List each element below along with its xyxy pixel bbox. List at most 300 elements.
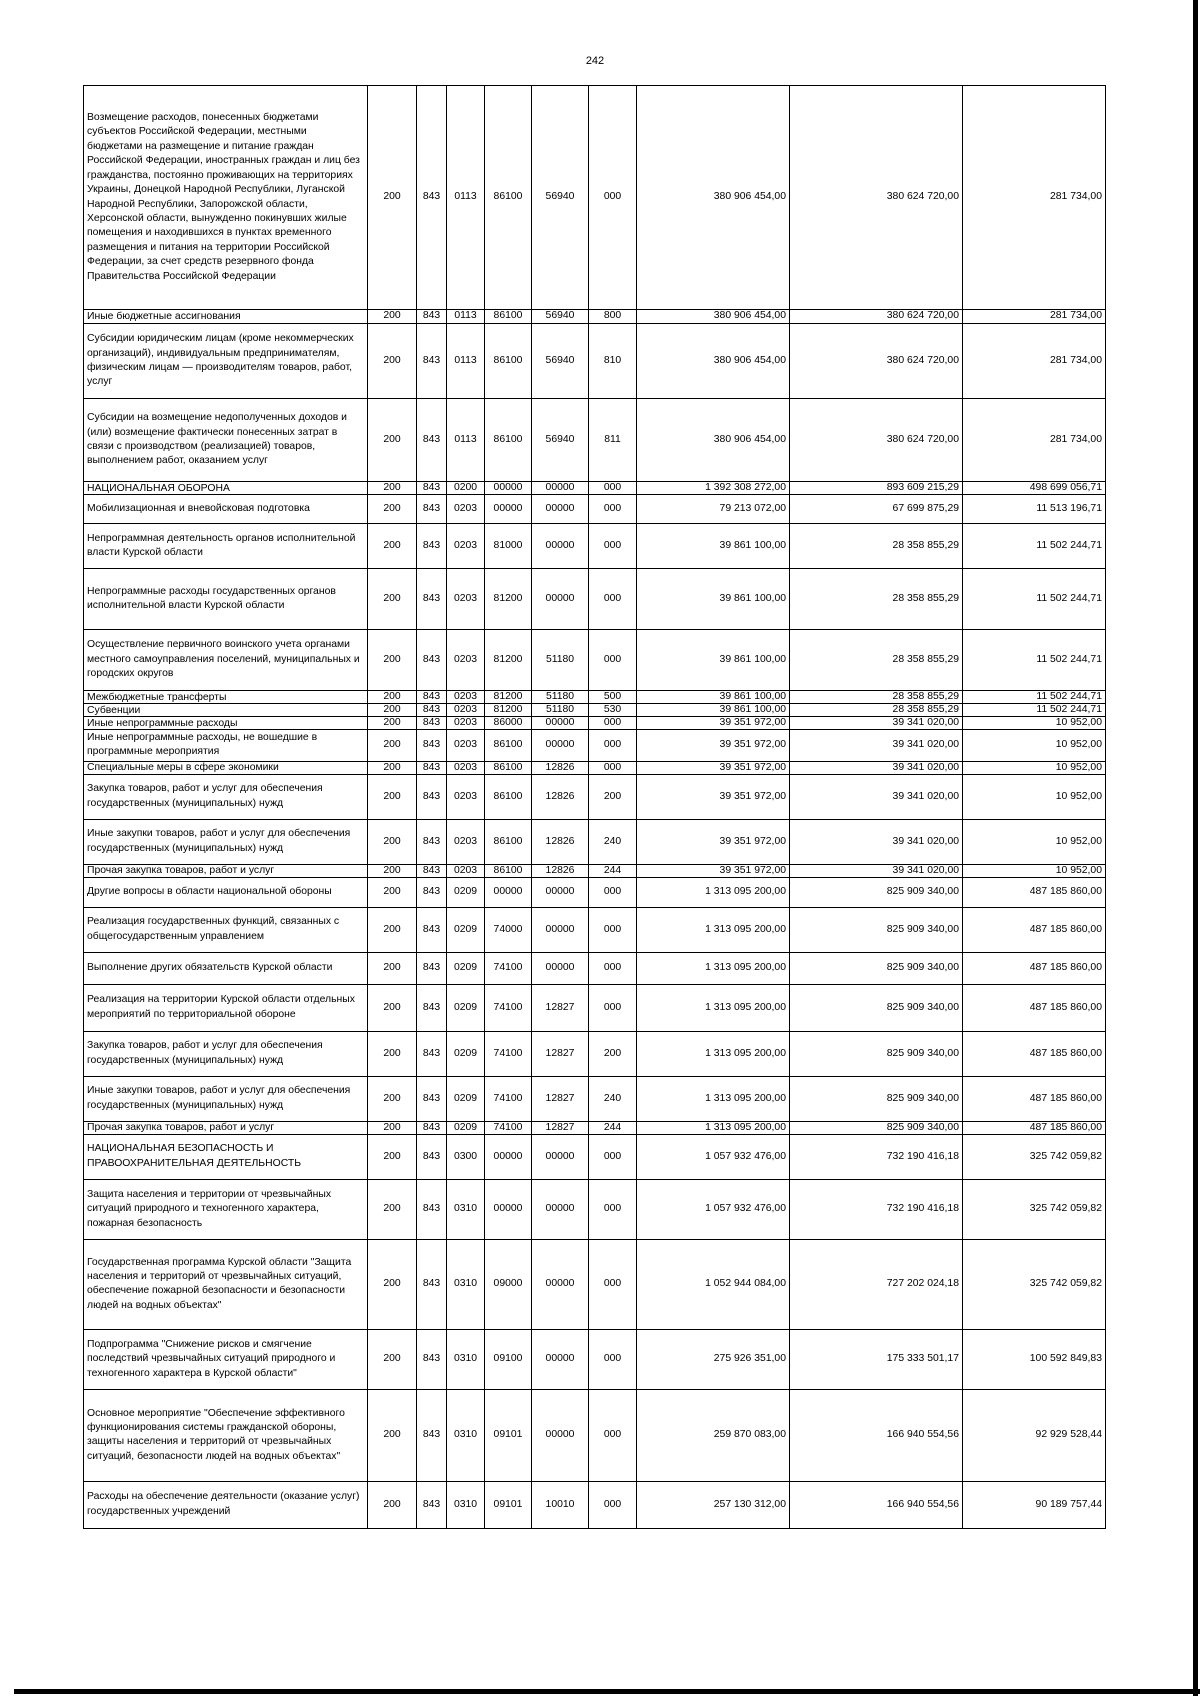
section-code-cell: 0203 (447, 569, 485, 630)
section-code-cell: 0203 (447, 495, 485, 524)
section-code-cell: 0203 (447, 819, 485, 864)
remaining-amount-cell: 281 734,00 (963, 399, 1106, 482)
remaining-amount-cell: 10 952,00 (963, 774, 1106, 819)
planned-amount-cell: 39 861 100,00 (637, 691, 790, 704)
department-code-cell: 843 (417, 704, 447, 717)
executed-amount-cell: 67 699 875,29 (790, 495, 963, 524)
remaining-amount-cell: 11 502 244,71 (963, 524, 1106, 569)
planned-amount-cell: 1 313 095 200,00 (637, 1076, 790, 1121)
executed-amount-cell: 28 358 855,29 (790, 630, 963, 691)
expense-type-cell: 000 (589, 730, 637, 762)
program-code-cell: 74100 (485, 1076, 532, 1121)
executed-amount-cell: 825 909 340,00 (790, 1121, 963, 1134)
table-row (84, 310, 1106, 324)
section-code-cell: 0310 (447, 1329, 485, 1389)
table-row (84, 524, 1106, 569)
row-name-cell: Основное мероприятие "Обеспечение эффективного функционирования системы гражданской обороны, защиты населения и территорий от чрезвычайных ситуаций, безопасности людей на водных объектах" (84, 1389, 368, 1481)
table-row (84, 399, 1106, 482)
program-code-cell: 86100 (485, 399, 532, 482)
remaining-amount-cell: 325 742 059,82 (963, 1239, 1106, 1329)
department-code-cell: 843 (417, 819, 447, 864)
department-code-cell: 843 (417, 864, 447, 877)
table-row (84, 495, 1106, 524)
table-row (84, 1481, 1106, 1528)
remaining-amount-cell: 498 699 056,71 (963, 482, 1106, 495)
direction-code-cell: 00000 (532, 1239, 589, 1329)
direction-code-cell: 00000 (532, 1134, 589, 1179)
ministry-code-cell: 200 (368, 704, 417, 717)
direction-code-cell: 51180 (532, 691, 589, 704)
direction-code-cell: 12827 (532, 1121, 589, 1134)
section-code-cell: 0113 (447, 399, 485, 482)
expense-type-cell: 000 (589, 1239, 637, 1329)
remaining-amount-cell: 281 734,00 (963, 324, 1106, 399)
direction-code-cell: 00000 (532, 482, 589, 495)
ministry-code-cell: 200 (368, 952, 417, 984)
ministry-code-cell: 200 (368, 1121, 417, 1134)
executed-amount-cell: 39 341 020,00 (790, 819, 963, 864)
row-name-cell: Мобилизационная и вневойсковая подготовка (84, 495, 368, 524)
expense-type-cell: 244 (589, 864, 637, 877)
expense-type-cell: 200 (589, 1031, 637, 1076)
table-row (84, 952, 1106, 984)
section-code-cell: 0113 (447, 324, 485, 399)
page-edge-bottom (14, 1689, 1200, 1694)
direction-code-cell: 12826 (532, 819, 589, 864)
direction-code-cell: 12827 (532, 1076, 589, 1121)
executed-amount-cell: 39 341 020,00 (790, 730, 963, 762)
department-code-cell: 843 (417, 1481, 447, 1528)
row-name-cell: Непрограммные расходы государственных органов исполнительной власти Курской области (84, 569, 368, 630)
ministry-code-cell: 200 (368, 877, 417, 907)
expense-type-cell: 000 (589, 482, 637, 495)
section-code-cell: 0203 (447, 524, 485, 569)
expense-type-cell: 000 (589, 1329, 637, 1389)
row-name-cell: Защита населения и территории от чрезвычайных ситуаций природного и техногенного характера, пожарная безопасность (84, 1179, 368, 1239)
department-code-cell: 843 (417, 399, 447, 482)
planned-amount-cell: 39 351 972,00 (637, 864, 790, 877)
department-code-cell: 843 (417, 324, 447, 399)
executed-amount-cell: 825 909 340,00 (790, 984, 963, 1031)
expense-type-cell: 000 (589, 1179, 637, 1239)
executed-amount-cell: 28 358 855,29 (790, 691, 963, 704)
direction-code-cell: 00000 (532, 1329, 589, 1389)
department-code-cell: 843 (417, 630, 447, 691)
section-code-cell: 0203 (447, 761, 485, 774)
executed-amount-cell: 166 940 554,56 (790, 1481, 963, 1528)
planned-amount-cell: 39 351 972,00 (637, 774, 790, 819)
section-code-cell: 0203 (447, 691, 485, 704)
row-name-cell: Возмещение расходов, понесенных бюджетами субъектов Российской Федерации, местными бюджетами на размещение и питание граждан Российской Федерации, иностранных граждан и лиц без гражданства, постоянно проживающих на территориях Украины, Донецкой Народной Республики, Луганской Народной Республики, Запорожской области, Херсонской области, вынужденно покинувших жилые помещения и находившихся в пунктах временного размещения и питания на территории Российской Федерации, за счет средств резервного фонда Правительства Российской Федерации (84, 86, 368, 310)
row-name-cell: Подпрограмма "Снижение рисков и смягчение последствий чрезвычайных ситуаций природного и техногенного характера в Курской области" (84, 1329, 368, 1389)
direction-code-cell: 56940 (532, 399, 589, 482)
planned-amount-cell: 380 906 454,00 (637, 399, 790, 482)
remaining-amount-cell: 487 185 860,00 (963, 877, 1106, 907)
row-name-cell: Прочая закупка товаров, работ и услуг (84, 1121, 368, 1134)
section-code-cell: 0203 (447, 864, 485, 877)
table-row (84, 761, 1106, 774)
department-code-cell: 843 (417, 569, 447, 630)
program-code-cell: 00000 (485, 482, 532, 495)
expense-type-cell: 000 (589, 1481, 637, 1528)
direction-code-cell: 00000 (532, 524, 589, 569)
table-row (84, 1076, 1106, 1121)
planned-amount-cell: 39 861 100,00 (637, 630, 790, 691)
department-code-cell: 843 (417, 1076, 447, 1121)
program-code-cell: 86100 (485, 864, 532, 877)
direction-code-cell: 51180 (532, 704, 589, 717)
section-code-cell: 0209 (447, 877, 485, 907)
ministry-code-cell: 200 (368, 761, 417, 774)
expense-type-cell: 800 (589, 310, 637, 324)
remaining-amount-cell: 10 952,00 (963, 717, 1106, 730)
department-code-cell: 843 (417, 524, 447, 569)
remaining-amount-cell: 281 734,00 (963, 310, 1106, 324)
department-code-cell: 843 (417, 877, 447, 907)
program-code-cell: 86100 (485, 86, 532, 310)
remaining-amount-cell: 487 185 860,00 (963, 1121, 1106, 1134)
remaining-amount-cell: 10 952,00 (963, 730, 1106, 762)
ministry-code-cell: 200 (368, 717, 417, 730)
section-code-cell: 0209 (447, 907, 485, 952)
direction-code-cell: 00000 (532, 907, 589, 952)
remaining-amount-cell: 11 502 244,71 (963, 569, 1106, 630)
planned-amount-cell: 79 213 072,00 (637, 495, 790, 524)
planned-amount-cell: 39 861 100,00 (637, 524, 790, 569)
department-code-cell: 843 (417, 482, 447, 495)
section-code-cell: 0203 (447, 704, 485, 717)
row-name-cell: Реализация на территории Курской области отдельных мероприятий по территориальной обороне (84, 984, 368, 1031)
expense-type-cell: 000 (589, 569, 637, 630)
ministry-code-cell: 200 (368, 1239, 417, 1329)
section-code-cell: 0310 (447, 1481, 485, 1528)
planned-amount-cell: 1 057 932 476,00 (637, 1179, 790, 1239)
executed-amount-cell: 380 624 720,00 (790, 324, 963, 399)
ministry-code-cell: 200 (368, 482, 417, 495)
expense-type-cell: 200 (589, 774, 637, 819)
department-code-cell: 843 (417, 984, 447, 1031)
program-code-cell: 81200 (485, 569, 532, 630)
row-name-cell: Другие вопросы в области национальной обороны (84, 877, 368, 907)
department-code-cell: 843 (417, 1179, 447, 1239)
program-code-cell: 86100 (485, 730, 532, 762)
table-row (84, 704, 1106, 717)
remaining-amount-cell: 11 502 244,71 (963, 691, 1106, 704)
expense-type-cell: 000 (589, 952, 637, 984)
planned-amount-cell: 39 861 100,00 (637, 569, 790, 630)
section-code-cell: 0203 (447, 774, 485, 819)
section-code-cell: 0113 (447, 86, 485, 310)
executed-amount-cell: 39 341 020,00 (790, 864, 963, 877)
direction-code-cell: 12826 (532, 864, 589, 877)
expense-type-cell: 000 (589, 1134, 637, 1179)
ministry-code-cell: 200 (368, 524, 417, 569)
row-name-cell: Иные бюджетные ассигнования (84, 310, 368, 324)
program-code-cell: 09000 (485, 1239, 532, 1329)
executed-amount-cell: 28 358 855,29 (790, 569, 963, 630)
table-row (84, 907, 1106, 952)
remaining-amount-cell: 325 742 059,82 (963, 1179, 1106, 1239)
department-code-cell: 843 (417, 1239, 447, 1329)
planned-amount-cell: 275 926 351,00 (637, 1329, 790, 1389)
section-code-cell: 0209 (447, 1076, 485, 1121)
expense-type-cell: 000 (589, 495, 637, 524)
ministry-code-cell: 200 (368, 864, 417, 877)
department-code-cell: 843 (417, 717, 447, 730)
ministry-code-cell: 200 (368, 399, 417, 482)
remaining-amount-cell: 11 502 244,71 (963, 630, 1106, 691)
direction-code-cell: 51180 (532, 630, 589, 691)
executed-amount-cell: 825 909 340,00 (790, 1076, 963, 1121)
department-code-cell: 843 (417, 1121, 447, 1134)
remaining-amount-cell: 487 185 860,00 (963, 1076, 1106, 1121)
executed-amount-cell: 380 624 720,00 (790, 310, 963, 324)
department-code-cell: 843 (417, 730, 447, 762)
table-row (84, 774, 1106, 819)
direction-code-cell: 00000 (532, 1389, 589, 1481)
table-row (84, 482, 1106, 495)
program-code-cell: 81000 (485, 524, 532, 569)
ministry-code-cell: 200 (368, 310, 417, 324)
expense-type-cell: 000 (589, 717, 637, 730)
planned-amount-cell: 1 313 095 200,00 (637, 1121, 790, 1134)
remaining-amount-cell: 92 929 528,44 (963, 1389, 1106, 1481)
program-code-cell: 86100 (485, 310, 532, 324)
expense-type-cell: 240 (589, 1076, 637, 1121)
row-name-cell: Межбюджетные трансферты (84, 691, 368, 704)
planned-amount-cell: 1 313 095 200,00 (637, 984, 790, 1031)
ministry-code-cell: 200 (368, 1031, 417, 1076)
direction-code-cell: 00000 (532, 569, 589, 630)
expense-type-cell: 000 (589, 86, 637, 310)
section-code-cell: 0113 (447, 310, 485, 324)
ministry-code-cell: 200 (368, 1389, 417, 1481)
table-row (84, 86, 1106, 310)
row-name-cell: Закупка товаров, работ и услуг для обеспечения государственных (муниципальных) нужд (84, 774, 368, 819)
remaining-amount-cell: 10 952,00 (963, 761, 1106, 774)
section-code-cell: 0209 (447, 984, 485, 1031)
program-code-cell: 86100 (485, 819, 532, 864)
row-name-cell: Закупка товаров, работ и услуг для обеспечения государственных (муниципальных) нужд (84, 1031, 368, 1076)
executed-amount-cell: 175 333 501,17 (790, 1329, 963, 1389)
direction-code-cell: 56940 (532, 310, 589, 324)
executed-amount-cell: 380 624 720,00 (790, 86, 963, 310)
table-row (84, 819, 1106, 864)
department-code-cell: 843 (417, 907, 447, 952)
row-name-cell: Государственная программа Курской области "Защита населения и территорий от чрезвычайных ситуаций, обеспечение пожарной безопасности и безопасности людей на водных объектах" (84, 1239, 368, 1329)
ministry-code-cell: 200 (368, 1329, 417, 1389)
expense-type-cell: 240 (589, 819, 637, 864)
executed-amount-cell: 39 341 020,00 (790, 717, 963, 730)
direction-code-cell: 12826 (532, 761, 589, 774)
executed-amount-cell: 166 940 554,56 (790, 1389, 963, 1481)
executed-amount-cell: 28 358 855,29 (790, 704, 963, 717)
expense-type-cell: 000 (589, 1389, 637, 1481)
program-code-cell: 00000 (485, 495, 532, 524)
executed-amount-cell: 727 202 024,18 (790, 1239, 963, 1329)
direction-code-cell: 00000 (532, 1179, 589, 1239)
direction-code-cell: 56940 (532, 324, 589, 399)
program-code-cell: 74100 (485, 1031, 532, 1076)
row-name-cell: Реализация государственных функций, связанных с общегосударственным управлением (84, 907, 368, 952)
department-code-cell: 843 (417, 1389, 447, 1481)
expense-type-cell: 000 (589, 907, 637, 952)
planned-amount-cell: 39 351 972,00 (637, 717, 790, 730)
program-code-cell: 09100 (485, 1329, 532, 1389)
program-code-cell: 74100 (485, 984, 532, 1031)
remaining-amount-cell: 11 513 196,71 (963, 495, 1106, 524)
direction-code-cell: 12827 (532, 1031, 589, 1076)
expense-type-cell: 000 (589, 630, 637, 691)
section-code-cell: 0310 (447, 1179, 485, 1239)
planned-amount-cell: 1 052 944 084,00 (637, 1239, 790, 1329)
section-code-cell: 0203 (447, 730, 485, 762)
program-code-cell: 09101 (485, 1389, 532, 1481)
remaining-amount-cell: 100 592 849,83 (963, 1329, 1106, 1389)
planned-amount-cell: 380 906 454,00 (637, 310, 790, 324)
program-code-cell: 86100 (485, 324, 532, 399)
remaining-amount-cell: 325 742 059,82 (963, 1134, 1106, 1179)
department-code-cell: 843 (417, 691, 447, 704)
expense-type-cell: 000 (589, 877, 637, 907)
table-row (84, 1239, 1106, 1329)
executed-amount-cell: 825 909 340,00 (790, 952, 963, 984)
remaining-amount-cell: 487 185 860,00 (963, 1031, 1106, 1076)
executed-amount-cell: 732 190 416,18 (790, 1179, 963, 1239)
table-row (84, 877, 1106, 907)
expense-type-cell: 000 (589, 524, 637, 569)
ministry-code-cell: 200 (368, 569, 417, 630)
page-number: 242 (585, 55, 605, 67)
table-body (84, 86, 1106, 1529)
expense-type-cell: 810 (589, 324, 637, 399)
ministry-code-cell: 200 (368, 774, 417, 819)
program-code-cell: 00000 (485, 877, 532, 907)
ministry-code-cell: 200 (368, 86, 417, 310)
section-code-cell: 0200 (447, 482, 485, 495)
department-code-cell: 843 (417, 310, 447, 324)
row-name-cell: Субсидии юридическим лицам (кроме некоммерческих организаций), индивидуальным предпринимателям, физическим лицам — производителям товаров, работ, услуг (84, 324, 368, 399)
program-code-cell: 09101 (485, 1481, 532, 1528)
planned-amount-cell: 380 906 454,00 (637, 324, 790, 399)
direction-code-cell: 00000 (532, 877, 589, 907)
budget-table (83, 85, 1106, 1529)
row-name-cell: Иные непрограммные расходы, не вошедшие в программные мероприятия (84, 730, 368, 762)
executed-amount-cell: 28 358 855,29 (790, 524, 963, 569)
ministry-code-cell: 200 (368, 907, 417, 952)
executed-amount-cell: 893 609 215,29 (790, 482, 963, 495)
planned-amount-cell: 1 313 095 200,00 (637, 877, 790, 907)
planned-amount-cell: 39 351 972,00 (637, 819, 790, 864)
remaining-amount-cell: 10 952,00 (963, 864, 1106, 877)
remaining-amount-cell: 487 185 860,00 (963, 907, 1106, 952)
planned-amount-cell: 257 130 312,00 (637, 1481, 790, 1528)
section-code-cell: 0209 (447, 952, 485, 984)
remaining-amount-cell: 10 952,00 (963, 819, 1106, 864)
row-name-cell: Выполнение других обязательств Курской области (84, 952, 368, 984)
table-row (84, 691, 1106, 704)
section-code-cell: 0310 (447, 1239, 485, 1329)
page-edge-right (1193, 0, 1198, 1696)
planned-amount-cell: 39 861 100,00 (637, 704, 790, 717)
department-code-cell: 843 (417, 761, 447, 774)
executed-amount-cell: 39 341 020,00 (790, 761, 963, 774)
row-name-cell: Расходы на обеспечение деятельности (оказание услуг) государственных учреждений (84, 1481, 368, 1528)
row-name-cell: НАЦИОНАЛЬНАЯ ОБОРОНА (84, 482, 368, 495)
row-name-cell: Осуществление первичного воинского учета органами местного самоуправления поселений, муниципальных и городских округов (84, 630, 368, 691)
program-code-cell: 00000 (485, 1134, 532, 1179)
program-code-cell: 81200 (485, 691, 532, 704)
expense-type-cell: 000 (589, 761, 637, 774)
table-row (84, 984, 1106, 1031)
row-name-cell: Непрограммная деятельность органов исполнительной власти Курской области (84, 524, 368, 569)
section-code-cell: 0300 (447, 1134, 485, 1179)
direction-code-cell: 00000 (532, 952, 589, 984)
row-name-cell: Специальные меры в сфере экономики (84, 761, 368, 774)
program-code-cell: 86000 (485, 717, 532, 730)
planned-amount-cell: 1 313 095 200,00 (637, 907, 790, 952)
program-code-cell: 74100 (485, 952, 532, 984)
expense-type-cell: 000 (589, 984, 637, 1031)
planned-amount-cell: 1 392 308 272,00 (637, 482, 790, 495)
ministry-code-cell: 200 (368, 691, 417, 704)
row-name-cell: Иные закупки товаров, работ и услуг для обеспечения государственных (муниципальных) нужд (84, 819, 368, 864)
department-code-cell: 843 (417, 495, 447, 524)
row-name-cell: Субсидии на возмещение недополученных доходов и (или) возмещение фактически понесенных затрат в связи с производством (реализацией) товаров, выполнением работ, оказанием услуг (84, 399, 368, 482)
program-code-cell: 81200 (485, 630, 532, 691)
section-code-cell: 0209 (447, 1121, 485, 1134)
planned-amount-cell: 1 057 932 476,00 (637, 1134, 790, 1179)
executed-amount-cell: 825 909 340,00 (790, 1031, 963, 1076)
section-code-cell: 0310 (447, 1389, 485, 1481)
planned-amount-cell: 380 906 454,00 (637, 86, 790, 310)
executed-amount-cell: 732 190 416,18 (790, 1134, 963, 1179)
department-code-cell: 843 (417, 1031, 447, 1076)
executed-amount-cell: 825 909 340,00 (790, 877, 963, 907)
direction-code-cell: 00000 (532, 730, 589, 762)
table-row (84, 864, 1106, 877)
program-code-cell: 74000 (485, 907, 532, 952)
section-code-cell: 0203 (447, 717, 485, 730)
section-code-cell: 0203 (447, 630, 485, 691)
row-name-cell: Субвенции (84, 704, 368, 717)
direction-code-cell: 12826 (532, 774, 589, 819)
remaining-amount-cell: 487 185 860,00 (963, 984, 1106, 1031)
table-row (84, 630, 1106, 691)
remaining-amount-cell: 281 734,00 (963, 86, 1106, 310)
expense-type-cell: 530 (589, 704, 637, 717)
direction-code-cell: 10010 (532, 1481, 589, 1528)
table-row (84, 1031, 1106, 1076)
remaining-amount-cell: 90 189 757,44 (963, 1481, 1106, 1528)
department-code-cell: 843 (417, 1134, 447, 1179)
table-row (84, 569, 1106, 630)
ministry-code-cell: 200 (368, 495, 417, 524)
department-code-cell: 843 (417, 1329, 447, 1389)
ministry-code-cell: 200 (368, 630, 417, 691)
program-code-cell: 86100 (485, 761, 532, 774)
expense-type-cell: 244 (589, 1121, 637, 1134)
program-code-cell: 00000 (485, 1179, 532, 1239)
table-row (84, 1389, 1106, 1481)
direction-code-cell: 12827 (532, 984, 589, 1031)
ministry-code-cell: 200 (368, 819, 417, 864)
planned-amount-cell: 39 351 972,00 (637, 730, 790, 762)
ministry-code-cell: 200 (368, 730, 417, 762)
expense-type-cell: 811 (589, 399, 637, 482)
ministry-code-cell: 200 (368, 1076, 417, 1121)
ministry-code-cell: 200 (368, 1481, 417, 1528)
